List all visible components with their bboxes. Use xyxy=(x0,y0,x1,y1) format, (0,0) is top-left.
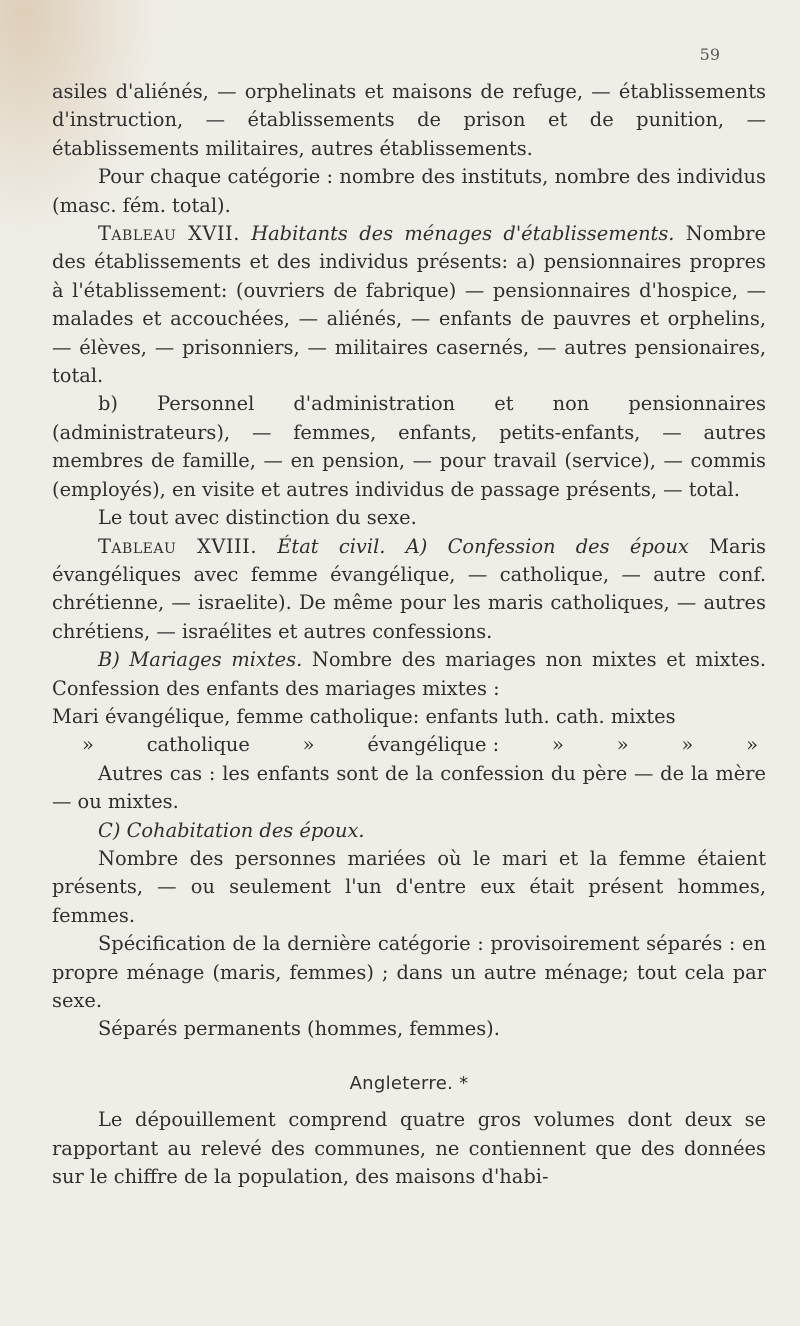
ditto-mark: » xyxy=(82,733,94,757)
table-xviii-paragraph xyxy=(52,533,766,647)
table-xvii-label: Tableau XVII. xyxy=(98,222,240,246)
ditto-mark: » xyxy=(552,733,564,757)
mixed-line-2 xyxy=(52,731,766,759)
paragraph-per-category: Pour chaque catégorie : nombre des instituts, nombre des individus (masc. fém. total). xyxy=(52,165,766,217)
permanent-separation: Séparés permanents (hommes, femmes). xyxy=(98,1017,500,1041)
table-xvii-sex-note: Le tout avec distinction du sexe. xyxy=(98,506,417,530)
specification-paragraph: Spécification de la dernière catégorie : provisoirement séparés : en propre ménage (maris, femmes) ; dans un autre ménage; tout cela par sexe. xyxy=(52,932,766,1012)
table-xvii-paragraph xyxy=(52,220,766,390)
cohabitation-title: C) Cohabitation des époux. xyxy=(98,818,365,842)
mixed-marriages-body: Nombre des mariages non mixtes et mixtes. Confession des enfants des mariages mixtes : xyxy=(52,648,766,700)
paragraph-institutions-continued: asiles d'aliénés, — orphelinats et maisons de refuge, — établissements d'instruction, — établissements de prison et de punition, — établissements militaires, autres établissements. xyxy=(52,80,766,160)
ditto-mark: » xyxy=(746,733,758,757)
other-cases: Autres cas : les enfants sont de la confession du père — de la mère — ou mixtes. xyxy=(52,761,766,814)
ditto-mark: » xyxy=(681,733,694,757)
table-xviii-title: État civil. A) Confession des époux xyxy=(277,534,689,558)
ditto-mark: » xyxy=(616,733,629,757)
page-number: 59 xyxy=(699,45,720,64)
section-heading-england: Angleterre. * xyxy=(349,1072,469,1094)
mixed-marriages-title: B) Mariages mixtes. xyxy=(98,648,303,672)
table-xvii-title: Habitants des ménages d'établissements. xyxy=(251,222,675,246)
ditto-mark: » xyxy=(302,733,315,757)
mixed-line-2-husband: catholique xyxy=(146,733,250,757)
table-xviii-body: Maris évangéliques avec femme évangélique, — catholique, — autre conf. chrétienne, — israelite). De même pour les maris catholiques, — autres chrétiens, — israélites et autres confessions. xyxy=(52,534,766,643)
table-xvii-personnel: b) Personnel d'administration et non pensionnaires (administrateurs), — femmes, enfants, petits-enfants, — autres membres de famille, — en pension, — pour travail (service), — commis (employés), en visite et autres individus de passage présents, — total. xyxy=(52,392,766,501)
page-body xyxy=(52,78,766,1191)
table-xvii-body: Nombre des établissements et des individus présents: a) pensionnaires propres à l'établissement: (ouvriers de fabrique) — pensionnaires d'hospice, — malades et accouchées, — aliénés, — enfants de pauvres et orphelins, — élèves, — prisonniers, — militaires casernés, — autres pensionaires, total. xyxy=(52,222,766,388)
table-xviii-label: Tableau XVIII. xyxy=(98,534,257,558)
mixed-line-1: Mari évangélique, femme catholique: enfants luth. cath. mixtes xyxy=(52,704,676,728)
mixed-line-2-wife: évangélique : xyxy=(367,733,500,757)
mixed-marriages-paragraph xyxy=(52,646,766,703)
england-paragraph: Le dépouillement comprend quatre gros volumes dont deux se rapportant au relevé des communes, ne contiennent que des données sur le chiffre de la population, des maisons d'habi- xyxy=(52,1108,766,1189)
cohabitation-body: Nombre des personnes mariées où le mari et la femme étaient présents, — ou seulement l'un d'entre eux était présent hommes, femmes. xyxy=(52,846,766,927)
